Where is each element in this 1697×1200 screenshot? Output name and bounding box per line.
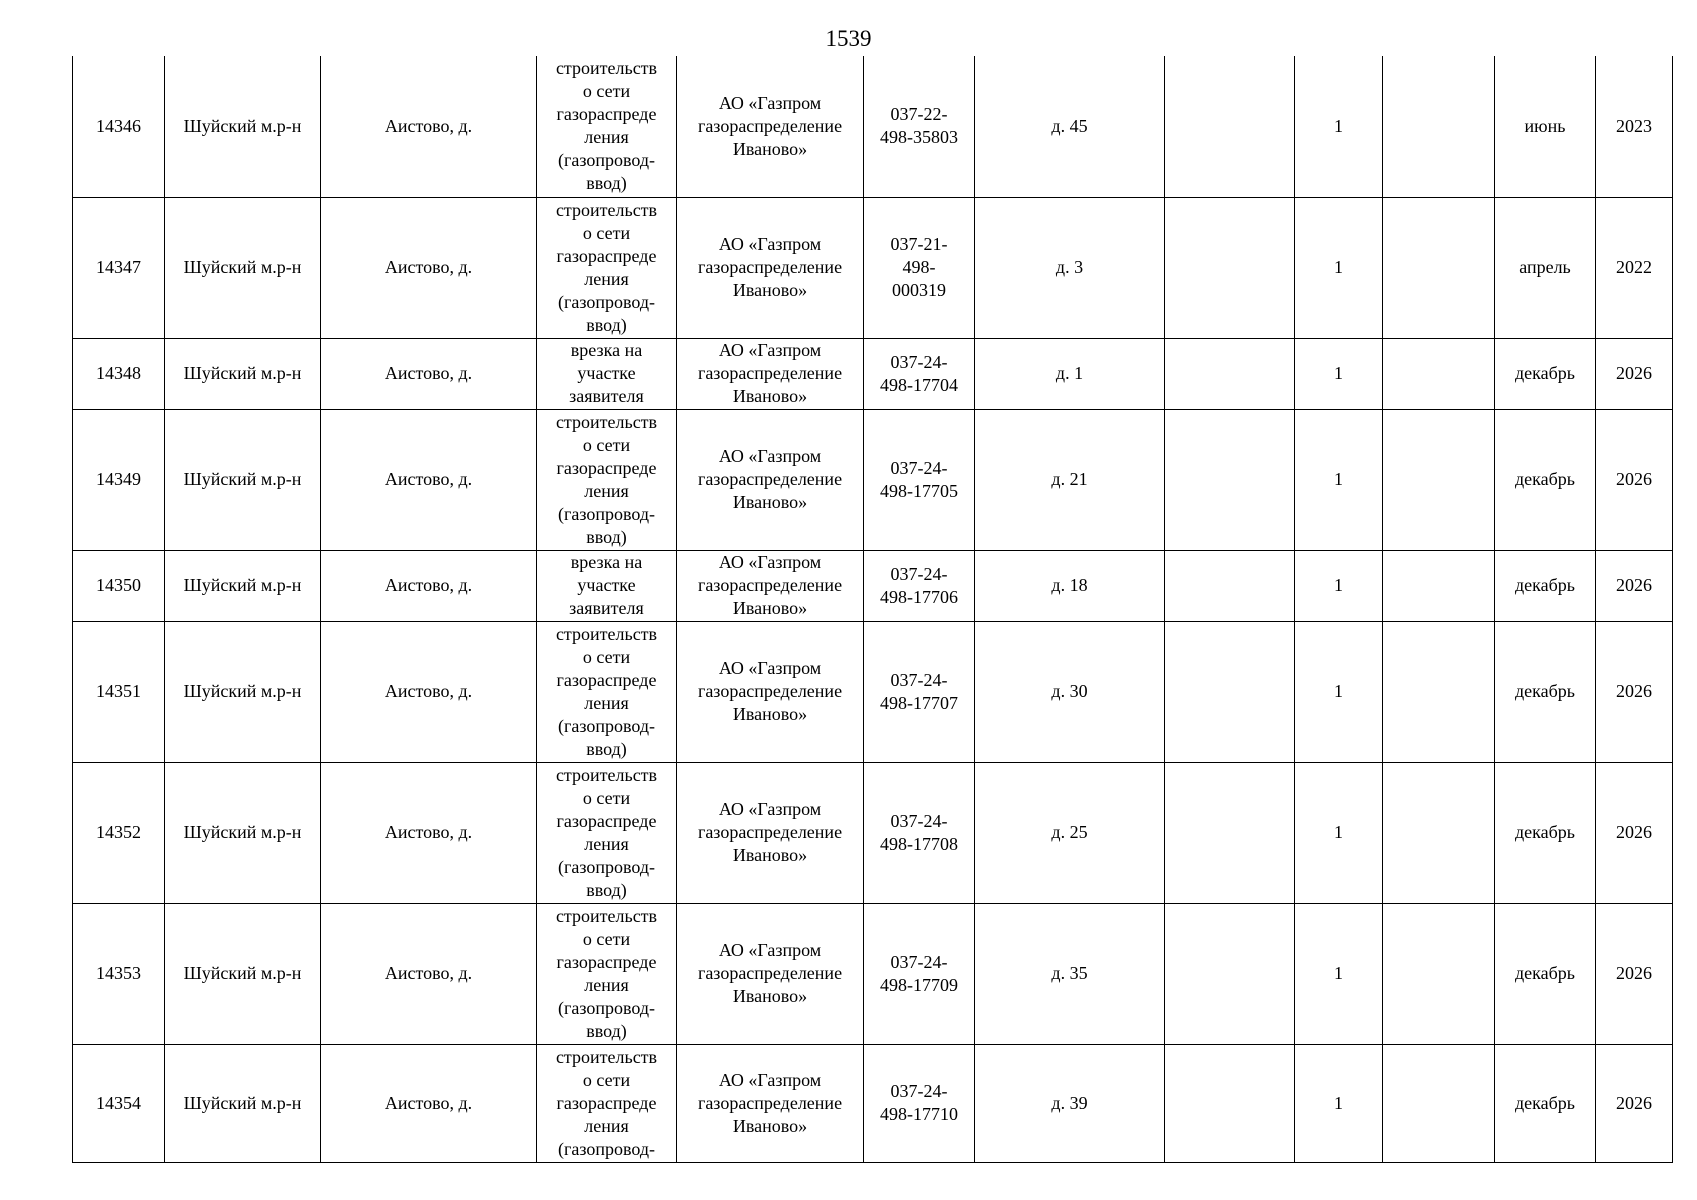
- work-type-cell: [537, 197, 677, 338]
- table-row: [73, 550, 1673, 621]
- quantity-cell: 1: [1295, 621, 1383, 762]
- cell-line: газораспреде: [556, 810, 657, 831]
- table-row: [73, 762, 1673, 903]
- cell-line: 498-17704: [880, 374, 958, 395]
- cell-line: 037-24-: [890, 351, 948, 372]
- year-cell: 2022: [1596, 197, 1673, 338]
- cell-line: ления: [584, 127, 629, 148]
- locality-cell: Аистово, д.: [321, 409, 537, 550]
- organization-cell: [677, 903, 864, 1044]
- cell-line: (газопровод-: [557, 856, 655, 877]
- cell-line: (газопровод-: [557, 291, 655, 312]
- cell-line: строительств: [555, 623, 658, 644]
- year-cell: 2023: [1596, 56, 1673, 197]
- locality-cell: Аистово, д.: [321, 903, 537, 1044]
- cell-line: 498-17709: [880, 974, 958, 995]
- work-type-cell: [537, 903, 677, 1044]
- cell-line: о сети: [582, 1069, 631, 1090]
- cell-line: ввод): [586, 1020, 627, 1041]
- cell-line: Иваново»: [732, 386, 808, 406]
- organization-cell: [677, 56, 864, 197]
- cell-line: (газопровод-: [557, 150, 655, 171]
- cell-line: газораспределение: [697, 469, 843, 489]
- cell-line: АО «Газпром: [718, 1069, 822, 1090]
- cell-line: 498-35803: [880, 127, 958, 148]
- table-row: [73, 338, 1673, 409]
- empty-cell: [1383, 56, 1495, 197]
- application-code-cell: [864, 762, 975, 903]
- empty-cell: [1165, 903, 1295, 1044]
- locality-cell: Аистово, д.: [321, 1044, 537, 1162]
- cell-line: о сети: [582, 434, 631, 455]
- quantity-cell: 1: [1295, 409, 1383, 550]
- row-number-cell: 14350: [73, 550, 165, 621]
- year-cell: 2026: [1596, 550, 1673, 621]
- cell-line: 037-24-: [890, 457, 948, 478]
- empty-cell: [1383, 1044, 1495, 1162]
- row-number-cell: 14353: [73, 903, 165, 1044]
- house-number-cell: д. 18: [975, 550, 1165, 621]
- cell-line: ввод): [586, 738, 627, 759]
- year-cell: 2026: [1596, 762, 1673, 903]
- empty-cell: [1165, 56, 1295, 197]
- district-cell: Шуйский м.р-н: [165, 621, 321, 762]
- gas-connection-table: [72, 56, 1673, 1163]
- work-type-cell: [537, 550, 677, 621]
- cell-line: газораспределение: [697, 963, 843, 983]
- month-cell: июнь: [1495, 56, 1596, 197]
- application-code-cell: [864, 56, 975, 197]
- page-number: 1539: [825, 26, 872, 51]
- organization-cell: [677, 621, 864, 762]
- cell-line: (газопровод-: [557, 997, 655, 1018]
- cell-line: АО «Газпром: [718, 234, 822, 254]
- cell-line: ления: [584, 480, 629, 501]
- cell-line: газораспределение: [697, 257, 843, 277]
- organization-cell: [677, 338, 864, 409]
- cell-line: 498-: [902, 257, 936, 277]
- cell-line: ления: [584, 692, 629, 713]
- work-type-cell: [537, 762, 677, 903]
- work-type-cell: [537, 56, 677, 197]
- locality-cell: Аистово, д.: [321, 338, 537, 409]
- quantity-cell: 1: [1295, 550, 1383, 621]
- cell-line: ввод): [586, 173, 627, 194]
- quantity-cell: 1: [1295, 338, 1383, 409]
- cell-line: заявителя: [569, 598, 644, 618]
- cell-line: АО «Газпром: [718, 446, 822, 466]
- cell-line: Иваново»: [732, 598, 808, 618]
- cell-line: газораспределение: [697, 681, 843, 701]
- table-row: [73, 1044, 1673, 1162]
- row-number-cell: 14348: [73, 338, 165, 409]
- cell-line: строительств: [555, 58, 658, 79]
- cell-line: газораспределение: [697, 822, 843, 842]
- month-cell: апрель: [1495, 197, 1596, 338]
- cell-line: участке: [577, 363, 636, 383]
- application-code-cell: [864, 550, 975, 621]
- cell-line: 498-17707: [880, 692, 958, 713]
- house-number-cell: д. 25: [975, 762, 1165, 903]
- cell-line: участке: [577, 575, 636, 595]
- empty-cell: [1383, 903, 1495, 1044]
- cell-line: 037-24-: [890, 951, 948, 972]
- month-cell: декабрь: [1495, 903, 1596, 1044]
- cell-line: 037-24-: [890, 810, 948, 831]
- application-code-cell: [864, 409, 975, 550]
- cell-line: газораспреде: [556, 669, 657, 690]
- cell-line: врезка на: [570, 552, 643, 572]
- month-cell: декабрь: [1495, 338, 1596, 409]
- cell-line: ввод): [586, 879, 627, 900]
- locality-cell: Аистово, д.: [321, 197, 537, 338]
- row-number-cell: 14347: [73, 197, 165, 338]
- application-code-cell: [864, 1044, 975, 1162]
- cell-line: Иваново»: [732, 986, 808, 1006]
- organization-cell: [677, 550, 864, 621]
- cell-line: АО «Газпром: [718, 658, 822, 678]
- district-cell: Шуйский м.р-н: [165, 56, 321, 197]
- locality-cell: Аистово, д.: [321, 56, 537, 197]
- empty-cell: [1165, 762, 1295, 903]
- cell-line: Иваново»: [732, 280, 808, 300]
- table-row: [73, 621, 1673, 762]
- house-number-cell: д. 3: [975, 197, 1165, 338]
- cell-line: Иваново»: [732, 845, 808, 865]
- empty-cell: [1165, 197, 1295, 338]
- cell-line: о сети: [582, 81, 631, 102]
- cell-line: Иваново»: [732, 704, 808, 724]
- row-number-cell: 14349: [73, 409, 165, 550]
- cell-line: 037-21-: [890, 234, 948, 254]
- cell-line: ления: [584, 1115, 629, 1136]
- cell-line: (газопровод-: [557, 503, 655, 524]
- cell-line: газораспределение: [697, 575, 843, 595]
- cell-line: Иваново»: [732, 492, 808, 512]
- empty-cell: [1383, 409, 1495, 550]
- month-cell: декабрь: [1495, 1044, 1596, 1162]
- table-row: [73, 409, 1673, 550]
- month-cell: декабрь: [1495, 409, 1596, 550]
- cell-line: газораспреде: [556, 1092, 657, 1113]
- empty-cell: [1165, 1044, 1295, 1162]
- cell-line: о сети: [582, 928, 631, 949]
- row-number-cell: 14352: [73, 762, 165, 903]
- quantity-cell: 1: [1295, 762, 1383, 903]
- table-body: [73, 56, 1673, 1162]
- cell-line: газораспреде: [556, 457, 657, 478]
- work-type-cell: [537, 338, 677, 409]
- cell-line: ввод): [586, 526, 627, 547]
- cell-line: газораспреде: [556, 245, 657, 266]
- cell-line: врезка на: [570, 340, 643, 360]
- district-cell: Шуйский м.р-н: [165, 1044, 321, 1162]
- year-cell: 2026: [1596, 1044, 1673, 1162]
- cell-line: ления: [584, 833, 629, 854]
- organization-cell: [677, 409, 864, 550]
- year-cell: 2026: [1596, 903, 1673, 1044]
- cell-line: строительств: [555, 905, 658, 926]
- cell-line: о сети: [582, 222, 631, 243]
- quantity-cell: 1: [1295, 56, 1383, 197]
- cell-line: газораспреде: [556, 104, 657, 125]
- cell-line: 498-17706: [880, 586, 958, 607]
- house-number-cell: д. 30: [975, 621, 1165, 762]
- cell-line: 037-24-: [890, 1081, 948, 1101]
- district-cell: Шуйский м.р-н: [165, 550, 321, 621]
- locality-cell: Аистово, д.: [321, 762, 537, 903]
- cell-line: 000319: [892, 280, 946, 300]
- cell-line: АО «Газпром: [718, 340, 822, 360]
- cell-line: АО «Газпром: [718, 799, 822, 819]
- cell-line: АО «Газпром: [718, 92, 822, 113]
- cell-line: 498-17708: [880, 833, 958, 854]
- cell-line: АО «Газпром: [718, 552, 822, 572]
- cell-line: 037-24-: [890, 669, 948, 690]
- cell-line: газораспреде: [556, 951, 657, 972]
- cell-line: АО «Газпром: [718, 940, 822, 960]
- district-cell: Шуйский м.р-н: [165, 338, 321, 409]
- application-code-cell: [864, 621, 975, 762]
- month-cell: декабрь: [1495, 550, 1596, 621]
- organization-cell: [677, 1044, 864, 1162]
- cell-line: ления: [584, 268, 629, 289]
- year-cell: 2026: [1596, 621, 1673, 762]
- empty-cell: [1383, 621, 1495, 762]
- house-number-cell: д. 1: [975, 338, 1165, 409]
- organization-cell: [677, 197, 864, 338]
- work-type-cell: [537, 409, 677, 550]
- application-code-cell: [864, 338, 975, 409]
- row-number-cell: 14351: [73, 621, 165, 762]
- cell-line: 498-17705: [880, 480, 958, 501]
- table-row: [73, 903, 1673, 1044]
- cell-line: ления: [584, 974, 629, 995]
- house-number-cell: д. 35: [975, 903, 1165, 1044]
- district-cell: Шуйский м.р-н: [165, 762, 321, 903]
- cell-line: газораспределение: [697, 1092, 843, 1113]
- locality-cell: Аистово, д.: [321, 550, 537, 621]
- cell-line: строительств: [555, 1046, 658, 1067]
- cell-line: о сети: [582, 646, 631, 667]
- district-cell: Шуйский м.р-н: [165, 197, 321, 338]
- house-number-cell: д. 21: [975, 409, 1165, 550]
- application-code-cell: [864, 903, 975, 1044]
- cell-line: строительств: [555, 199, 658, 220]
- cell-line: газораспределение: [697, 363, 843, 383]
- empty-cell: [1383, 338, 1495, 409]
- cell-line: ввод): [586, 314, 627, 335]
- cell-line: 498-17710: [880, 1104, 958, 1124]
- empty-cell: [1383, 197, 1495, 338]
- empty-cell: [1383, 762, 1495, 903]
- empty-cell: [1165, 409, 1295, 550]
- cell-line: заявителя: [569, 386, 644, 406]
- cell-line: газораспределение: [697, 115, 843, 136]
- cell-line: о сети: [582, 787, 631, 808]
- district-cell: Шуйский м.р-н: [165, 903, 321, 1044]
- work-type-cell: [537, 621, 677, 762]
- cell-line: Иваново»: [732, 138, 808, 159]
- year-cell: 2026: [1596, 338, 1673, 409]
- empty-cell: [1165, 550, 1295, 621]
- house-number-cell: д. 39: [975, 1044, 1165, 1162]
- month-cell: декабрь: [1495, 621, 1596, 762]
- empty-cell: [1383, 550, 1495, 621]
- application-code-cell: [864, 197, 975, 338]
- empty-cell: [1165, 621, 1295, 762]
- quantity-cell: 1: [1295, 903, 1383, 1044]
- district-cell: Шуйский м.р-н: [165, 409, 321, 550]
- cell-line: 037-24-: [890, 563, 948, 584]
- quantity-cell: 1: [1295, 197, 1383, 338]
- cell-line: строительств: [555, 411, 658, 432]
- cell-line: 037-22-: [890, 104, 948, 125]
- quantity-cell: 1: [1295, 1044, 1383, 1162]
- row-number-cell: 14354: [73, 1044, 165, 1162]
- cell-line: Иваново»: [732, 1115, 808, 1136]
- empty-cell: [1165, 338, 1295, 409]
- row-number-cell: 14346: [73, 56, 165, 197]
- organization-cell: [677, 762, 864, 903]
- cell-line: (газопровод-: [557, 1138, 655, 1159]
- locality-cell: Аистово, д.: [321, 621, 537, 762]
- year-cell: 2026: [1596, 409, 1673, 550]
- table-row: [73, 56, 1673, 197]
- cell-line: (газопровод-: [557, 715, 655, 736]
- table-row: [73, 197, 1673, 338]
- house-number-cell: д. 45: [975, 56, 1165, 197]
- month-cell: декабрь: [1495, 762, 1596, 903]
- cell-line: строительств: [555, 764, 658, 785]
- work-type-cell: [537, 1044, 677, 1162]
